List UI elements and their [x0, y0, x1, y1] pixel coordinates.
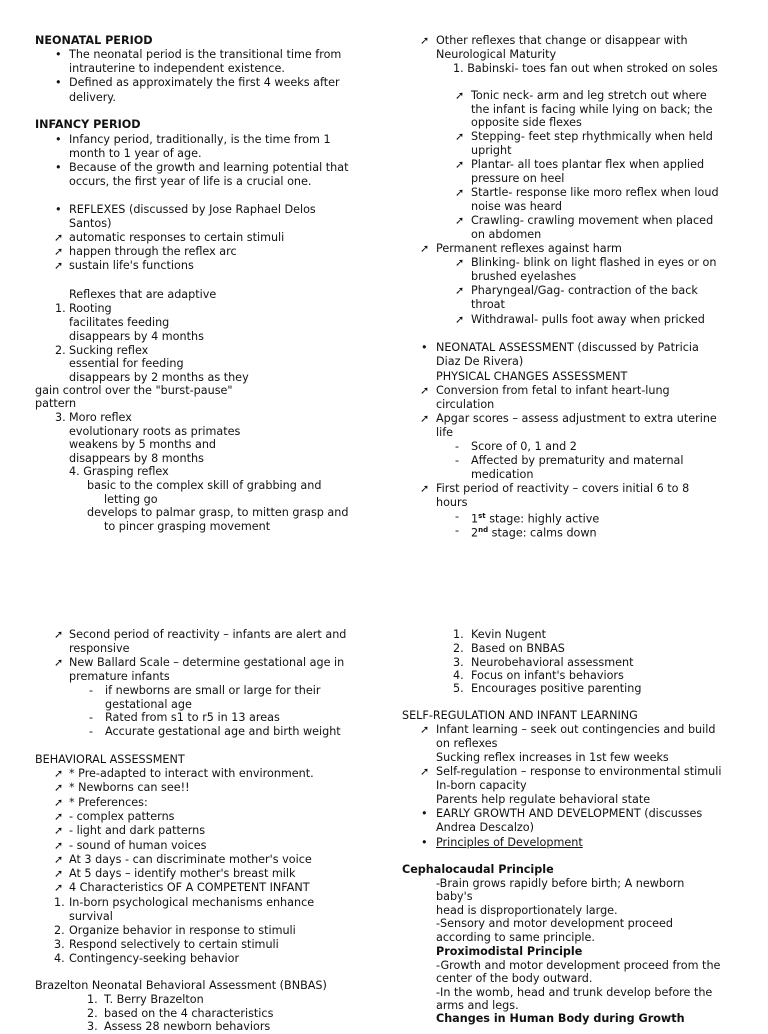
list-item: Kevin Nugent — [471, 628, 546, 641]
list-item: Moro reflex — [69, 411, 132, 424]
bullet-icon: • — [421, 341, 428, 354]
heading-cephalocaudal: Cephalocaudal Principle — [402, 863, 554, 876]
list-item: on abdomen — [471, 228, 542, 241]
list-item: if newborns are small or large for their — [105, 684, 321, 697]
subheading: Reflexes that are adaptive — [69, 288, 217, 301]
list-item: Diaz De Rivera) — [436, 355, 524, 368]
list-item: Infancy period, traditionally, is the time from 1 — [69, 133, 331, 146]
list-number: 4. — [54, 952, 65, 965]
list-item: Score of 0, 1 and 2 — [471, 440, 577, 453]
list-item: EARLY GROWTH AND DEVELOPMENT (discusses — [436, 807, 703, 820]
list-number: 3. — [55, 411, 66, 424]
stage-text: stage: calms down — [488, 526, 597, 540]
arrow-icon: ➚ — [54, 259, 64, 272]
arrow-icon: ➚ — [54, 796, 64, 809]
arrow-icon: ➚ — [54, 867, 64, 880]
list-item: At 3 days - can discriminate mother's voice — [69, 853, 312, 866]
dash-icon: - — [455, 510, 460, 523]
paragraph-line: -Sensory and motor development proceed — [436, 917, 673, 930]
list-number: 2. — [55, 344, 66, 357]
list-item: REFLEXES (discussed by Jose Raphael Delos — [69, 203, 316, 216]
arrow-icon: ➚ — [420, 384, 430, 397]
list-item: Sucking reflex increases in 1st few weeks — [436, 751, 669, 764]
dash-icon: - — [455, 454, 460, 467]
heading-infancy-period: INFANCY PERIOD — [35, 118, 141, 131]
list-item: premature infants — [69, 670, 170, 683]
ordinal-suffix: st — [478, 512, 486, 520]
list-item: Rooting — [69, 302, 112, 315]
arrow-icon: ➚ — [54, 767, 64, 780]
list-item: Accurate gestational age and birth weight — [105, 725, 341, 738]
list-item: hours — [436, 496, 468, 509]
stage-number: 2 — [471, 526, 479, 540]
list-item: gain control over the "burst-pause" — [35, 384, 233, 397]
list-item: Respond selectively to certain stimuli — [69, 938, 279, 951]
stage-text: stage: highly active — [485, 512, 600, 526]
list-item: pattern — [35, 397, 77, 410]
arrow-icon: ➚ — [54, 628, 64, 641]
list-item: At 5 days – identify mother's breast milk — [69, 867, 296, 880]
list-item: happen through the reflex arc — [69, 245, 237, 258]
list-item: medication — [471, 468, 534, 481]
principles-link[interactable]: Principles of Development — [436, 836, 583, 849]
list-number: 3. — [453, 656, 464, 669]
list-item: Startle- response like moro reflex when loud — [471, 186, 719, 199]
list-item: * Pre-adapted to interact with environment. — [69, 767, 314, 780]
list-item: throat — [471, 298, 505, 311]
arrow-icon: ➚ — [54, 781, 64, 794]
paragraph-line: -Growth and motor development proceed from the — [436, 959, 721, 972]
bullet-icon: • — [55, 76, 62, 89]
list-item: noise was heard — [471, 200, 563, 213]
list-item: Stepping- feet step rhythmically when held — [471, 130, 713, 143]
list-number: 1. — [55, 302, 66, 315]
list-number: 2. — [87, 1007, 98, 1020]
arrow-icon: ➚ — [420, 412, 430, 425]
arrow-icon: ➚ — [54, 245, 64, 258]
arrow-icon: ➚ — [455, 130, 465, 143]
stage-number: 1 — [471, 512, 479, 526]
list-item: Conversion from fetal to infant heart-lung — [436, 384, 670, 397]
subheading: Brazelton Neonatal Behavioral Assessment (BNBAS) — [35, 979, 327, 992]
list-item: In-born psychological mechanisms enhance — [69, 896, 315, 909]
list-item: disappears by 4 months — [69, 330, 204, 343]
list-item: Blinking- blink on light flashed in eyes or on — [471, 256, 717, 269]
list-item: Encourages positive parenting — [471, 682, 642, 695]
arrow-icon: ➚ — [455, 313, 465, 326]
list-item: Tonic neck- arm and leg stretch out where — [471, 89, 707, 102]
list-item: NEONATAL ASSESSMENT (discussed by Patricia — [436, 341, 699, 354]
list-item: weakens by 5 months and — [69, 438, 217, 451]
list-item: - sound of human voices — [69, 839, 207, 852]
list-item: 4 Characteristics OF A COMPETENT INFANT — [69, 881, 310, 894]
paragraph-line: -In the womb, head and trunk develop before the — [436, 986, 713, 999]
list-item: Infant learning – seek out contingencies and build — [436, 723, 716, 736]
list-item: T. Berry Brazelton — [104, 993, 204, 1006]
list-item: based on the 4 characteristics — [104, 1007, 274, 1020]
list-item: Santos) — [69, 217, 112, 230]
list-item: sustain life's functions — [69, 259, 194, 272]
list-item: Parents help regulate behavioral state — [436, 793, 651, 806]
list-number: 5. — [453, 682, 464, 695]
list-item: Neurobehavioral assessment — [471, 656, 634, 669]
list-item: - light and dark patterns — [69, 824, 206, 837]
ordinal-suffix: nd — [478, 526, 489, 534]
list-item: responsive — [69, 642, 130, 655]
bullet-icon: • — [421, 807, 428, 820]
list-number: 2. — [54, 924, 65, 937]
list-number: 3. — [87, 1020, 98, 1033]
arrow-icon: ➚ — [455, 214, 465, 227]
list-item: Withdrawal- pulls foot away when pricked — [471, 313, 705, 326]
list-item: * Preferences: — [69, 796, 148, 809]
list-item: Neurological Maturity — [436, 48, 557, 61]
arrow-icon: ➚ — [54, 231, 64, 244]
subheading: SELF-REGULATION AND INFANT LEARNING — [402, 709, 638, 722]
arrow-icon: ➚ — [420, 723, 430, 736]
arrow-icon: ➚ — [420, 765, 430, 778]
heading-changes-body: Changes in Human Body during Growth — [436, 1012, 685, 1025]
list-item: * Newborns can see!! — [69, 781, 190, 794]
list-item: Based on BNBAS — [471, 642, 565, 655]
list-item: disappears by 8 months — [69, 452, 204, 465]
list-number: 1. — [87, 993, 98, 1006]
list-item: automatic responses to certain stimuli — [69, 231, 285, 244]
arrow-icon: ➚ — [455, 284, 465, 297]
list-item: essential for feeding — [69, 357, 184, 370]
list-item: Crawling- crawling movement when placed — [471, 214, 714, 227]
list-item: The neonatal period is the transitional time from — [69, 48, 342, 61]
list-item: Organize behavior in response to stimuli — [69, 924, 296, 937]
list-item: pressure on heel — [471, 172, 565, 185]
list-item: circulation — [436, 398, 495, 411]
list-item: intrauterine to independent existence. — [69, 62, 285, 75]
list-item: life — [436, 426, 454, 439]
list-item: month to 1 year of age. — [69, 147, 202, 160]
arrow-icon: ➚ — [420, 242, 430, 255]
list-item: PHYSICAL CHANGES ASSESSMENT — [436, 370, 628, 383]
list-item: gestational age — [105, 698, 192, 711]
list-number: 1. — [453, 628, 464, 641]
list-item: on reflexes — [436, 737, 498, 750]
list-item: Permanent reflexes against harm — [436, 242, 622, 255]
list-item: 4. Grasping reflex — [69, 465, 169, 478]
list-number: 4. — [453, 669, 464, 682]
paragraph-line: center of the body outward. — [436, 972, 593, 985]
list-item: 1. Babinski- toes fan out when stroked on soles — [453, 62, 718, 75]
list-item: develops to palmar grasp, to mitten grasp and — [87, 506, 349, 519]
list-item: Self-regulation – response to environmental stimuli — [436, 765, 722, 778]
list-item: Assess 28 newborn behaviors — [104, 1020, 271, 1033]
list-number: 1. — [54, 896, 65, 909]
list-item: Affected by prematurity and maternal — [471, 454, 684, 467]
list-item: upright — [471, 144, 512, 157]
arrow-icon: ➚ — [54, 839, 64, 852]
subheading: BEHAVIORAL ASSESSMENT — [35, 753, 185, 766]
list-item: - complex patterns — [69, 810, 175, 823]
list-item: Sucking reflex — [69, 344, 149, 357]
list-item: letting go — [104, 493, 158, 506]
list-item: Andrea Descalzo) — [436, 821, 535, 834]
arrow-icon: ➚ — [54, 810, 64, 823]
bullet-icon: • — [55, 48, 62, 61]
arrow-icon: ➚ — [54, 853, 64, 866]
dash-icon: - — [89, 725, 94, 738]
list-item: In-born capacity — [436, 779, 527, 792]
list-item: to pincer grasping movement — [104, 520, 271, 533]
list-item: First period of reactivity – covers initial 6 to 8 — [436, 482, 690, 495]
arrow-icon: ➚ — [54, 881, 64, 894]
bullet-icon: • — [55, 203, 62, 216]
list-item: Other reflexes that change or disappear with — [436, 34, 688, 47]
list-number: 2. — [453, 642, 464, 655]
list-item: basic to the complex skill of grabbing and — [87, 479, 322, 492]
list-item: Rated from s1 to r5 in 13 areas — [105, 711, 280, 724]
arrow-icon: ➚ — [455, 158, 465, 171]
arrow-icon: ➚ — [54, 824, 64, 837]
bullet-icon: • — [421, 836, 428, 849]
dash-icon: - — [89, 684, 94, 697]
list-item: opposite side flexes — [471, 116, 582, 129]
list-item: New Ballard Scale – determine gestational age in — [69, 656, 345, 669]
list-item: Plantar- all toes plantar flex when applied — [471, 158, 705, 171]
list-item: the infant is facing while lying on back; the — [471, 103, 713, 116]
arrow-icon: ➚ — [54, 656, 64, 669]
paragraph-line: -Brain grows rapidly before birth; A newborn — [436, 877, 685, 890]
list-item: facilitates feeding — [69, 316, 170, 329]
list-item: Apgar scores – assess adjustment to extra uterine — [436, 412, 717, 425]
paragraph-line: according to same principle. — [436, 931, 595, 944]
list-item: Because of the growth and learning potential that — [69, 161, 349, 174]
list-item: Contingency-seeking behavior — [69, 952, 240, 965]
list-item: brushed eyelashes — [471, 270, 577, 283]
paragraph-line: baby's — [436, 890, 473, 903]
bullet-icon: • — [55, 161, 62, 174]
arrow-icon: ➚ — [455, 256, 465, 269]
dash-icon: - — [455, 440, 460, 453]
list-item: Defined as approximately the first 4 weeks after — [69, 76, 340, 89]
paragraph-line: head is disproportionately large. — [436, 904, 618, 917]
bullet-icon: • — [55, 133, 62, 146]
paragraph-line: arms and legs. — [436, 999, 519, 1012]
list-item: Second period of reactivity – infants are alert and — [69, 628, 347, 641]
list-item: Focus on infant's behaviors — [471, 669, 624, 682]
arrow-icon: ➚ — [455, 186, 465, 199]
list-item: disappears by 2 months as they — [69, 371, 249, 384]
list-item: delivery. — [69, 91, 116, 104]
heading-proximodistal: Proximodistal Principle — [436, 945, 583, 958]
list-item: Pharyngeal/Gag- contraction of the back — [471, 284, 698, 297]
list-item — [471, 524, 597, 540]
heading-neonatal-period: NEONATAL PERIOD — [35, 34, 153, 47]
list-item: survival — [69, 910, 113, 923]
list-item: evolutionary roots as primates — [69, 425, 241, 438]
list-item: occurs, the first year of life is a crucial one. — [69, 175, 312, 188]
arrow-icon: ➚ — [420, 34, 430, 47]
dash-icon: - — [455, 524, 460, 537]
dash-icon: - — [89, 711, 94, 724]
arrow-icon: ➚ — [455, 89, 465, 102]
arrow-icon: ➚ — [420, 482, 430, 495]
list-number: 3. — [54, 938, 65, 951]
